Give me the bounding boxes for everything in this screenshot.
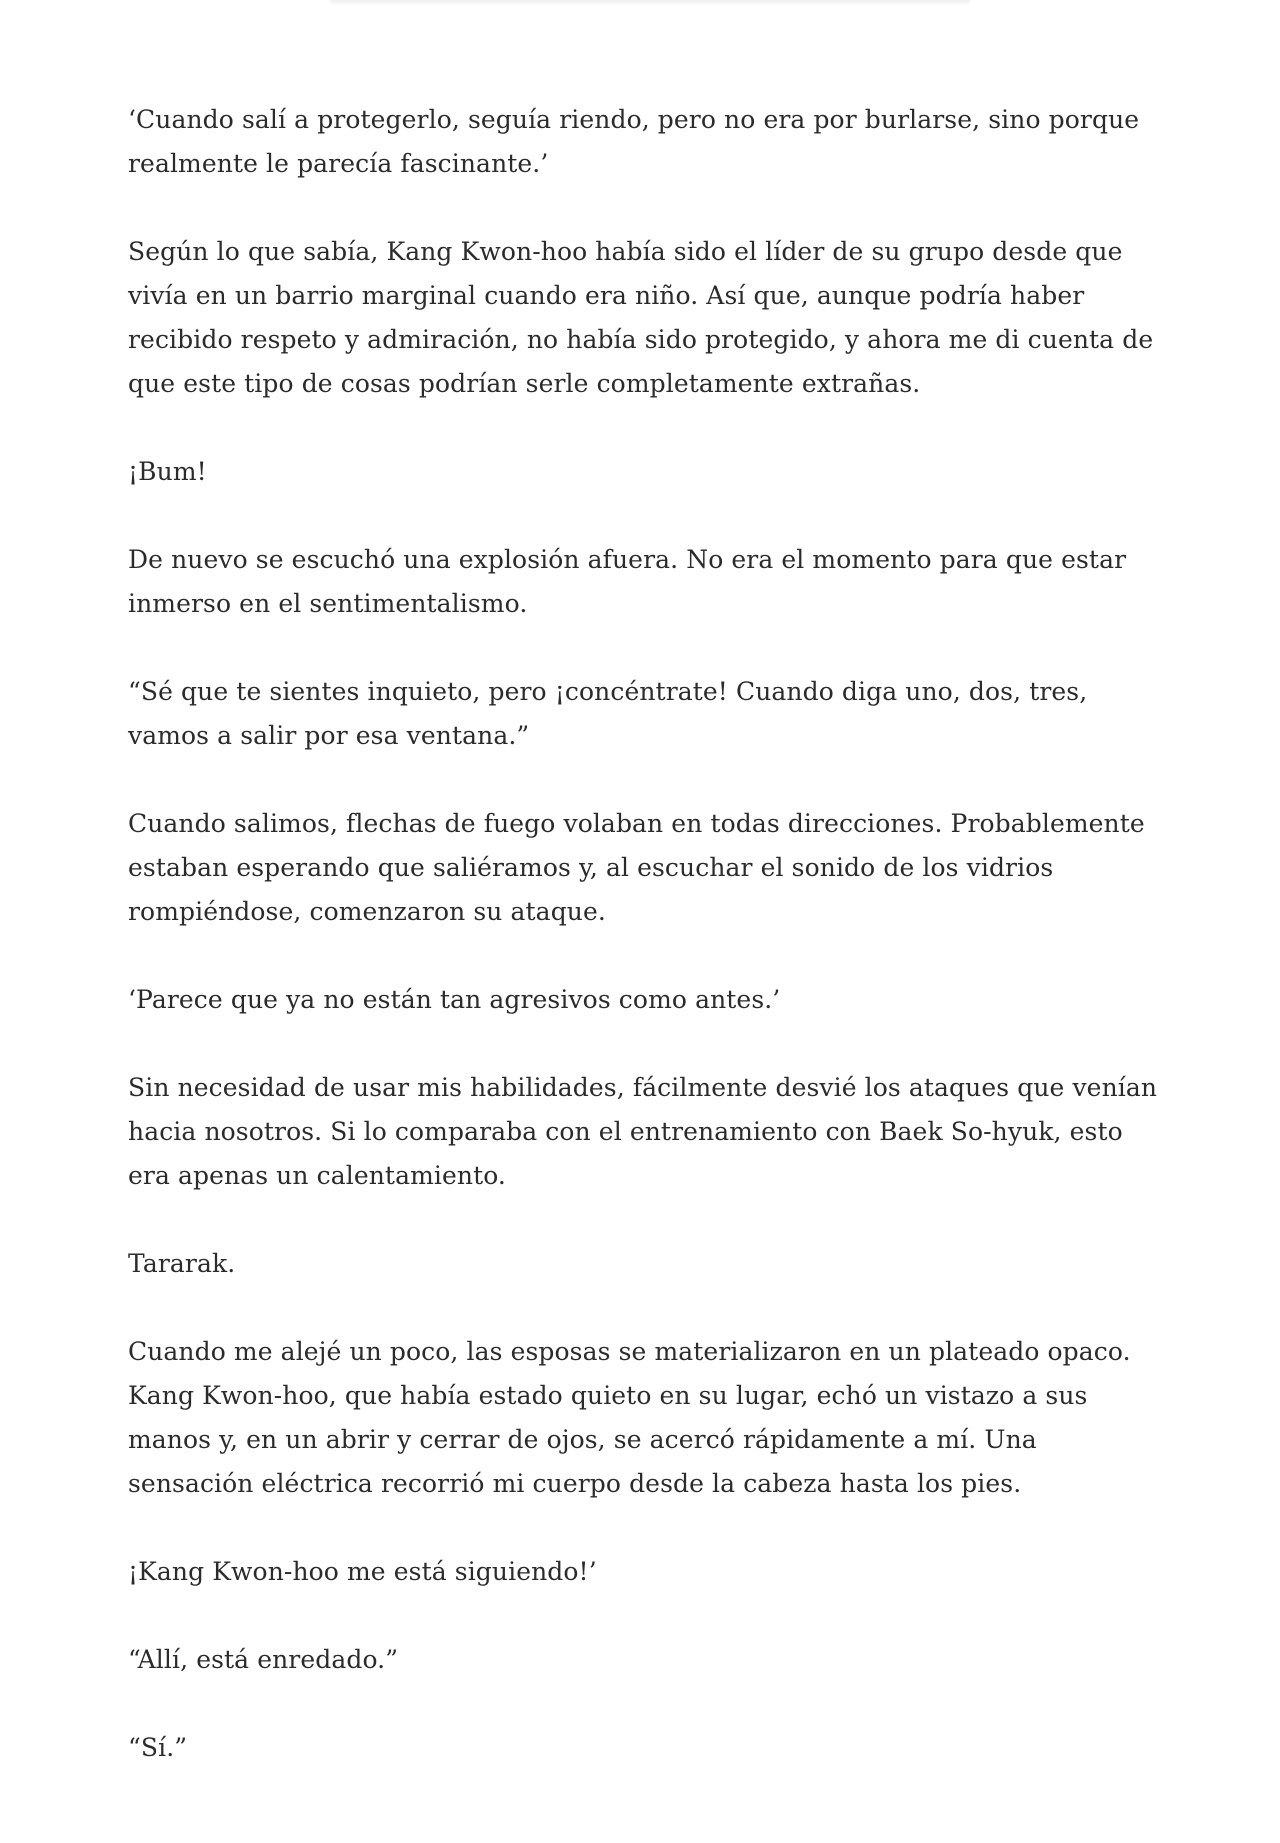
paragraph: Cuando me alejé un poco, las esposas se materializaron en un plateado opaco. Kang Kwon-hoo, que había estado quieto en su lugar, echó un vistazo a sus manos y, en un abrir y cerrar de ojos, se acercó rápidamente a mí. Una sensación eléctrica recorrió mi cuerpo desde la cabeza hasta los pies.: [128, 1337, 1131, 1498]
paragraph: Tararak.: [128, 1249, 236, 1278]
paragraph: ‘Parece que ya no están tan agresivos como antes.’: [128, 985, 781, 1014]
paragraph: “Sí.”: [128, 1733, 188, 1762]
paragraph: De nuevo se escuchó una explosión afuera. No era el momento para que estar inmerso en el sentimentalismo.: [128, 545, 1127, 618]
paragraph: Sin necesidad de usar mis habilidades, fácilmente desvié los ataques que venían hacia nosotros. Si lo comparaba con el entrenamiento con Baek So-hyuk, esto era apenas un calentamiento.: [128, 1073, 1158, 1190]
paragraph: “Sé que te sientes inquieto, pero ¡concéntrate! Cuando diga uno, dos, tres, vamos a salir por esa ventana.”: [128, 677, 1088, 750]
paragraph: ¡Kang Kwon-hoo me está siguiendo!’: [128, 1557, 597, 1586]
paragraph: Cuando salimos, flechas de fuego volaban en todas direcciones. Probablemente estaban esperando que saliéramos y, al escuchar el sonido de los vidrios rompiéndose, comenzaron su ataque.: [128, 809, 1145, 926]
paragraph: ¡Bum!: [128, 457, 207, 486]
top-edge-shadow: [330, 0, 970, 6]
reading-content: [128, 98, 1168, 1814]
paragraph: Según lo que sabía, Kang Kwon-hoo había sido el líder de su grupo desde que vivía en un barrio marginal cuando era niño. Así que, aunque podría haber recibido respeto y admiración, no había sido protegido, y ahora me di cuenta de que este tipo de cosas podrían serle completamente extrañas.: [128, 237, 1154, 398]
paragraph: “Allí, está enredado.”: [128, 1645, 399, 1674]
paragraph: ‘Cuando salí a protegerlo, seguía riendo, pero no era por burlarse, sino porque realmente le parecía fascinante.’: [128, 105, 1140, 178]
